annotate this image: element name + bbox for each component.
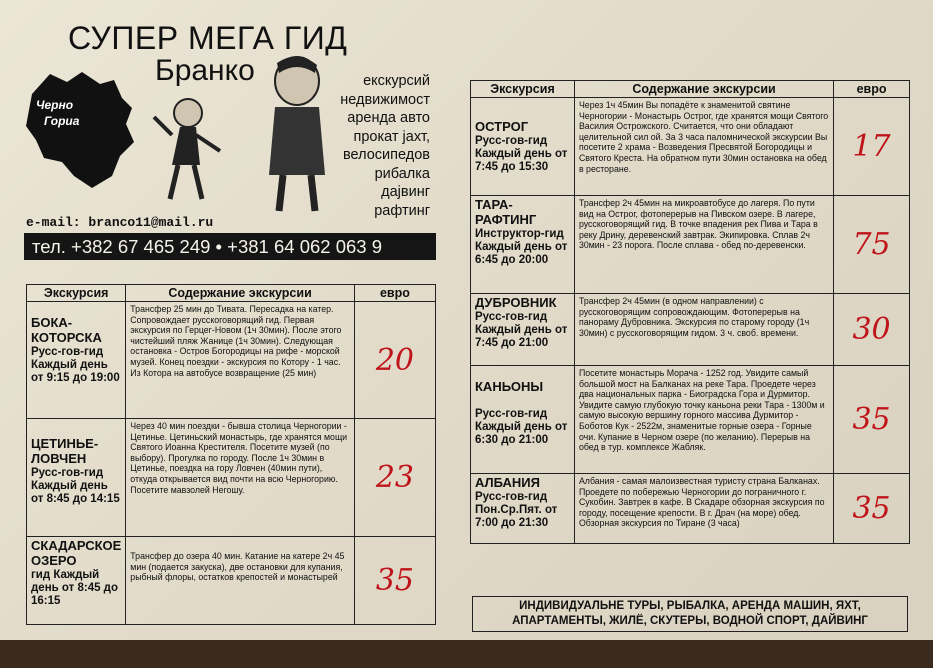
service-item: прокат јахт, <box>353 128 430 145</box>
column-header: Содержание экскурсии <box>574 81 833 98</box>
service-item: рафтинг <box>374 202 430 219</box>
phone-banner: тел. +382 67 465 249 • +381 64 062 063 9 <box>24 233 436 260</box>
tour-details: Русс-гов-гид Пон.Ср.Пят. от 7:00 до 21:30 <box>475 491 558 529</box>
map-label-line1: Черно <box>36 98 74 112</box>
tour-description: Посетите монастырь Морача - 1252 год. Увидите самый большой мост на Балканах на реке Тара. Проедете через два национальных парка - Биоградска Гора и Дурмитор. Увидите самую глубокую точку каньона реки Тара - 1300м и самую высокую вершину горного массива Дурмитор - Боботов Кук - 2522м, знаменитые горные озера - Горные очи. Купание в Черном озере (по желанию). Перерыв на обед в тур. комплексе Жабляк. <box>574 366 833 474</box>
table-row <box>471 196 910 294</box>
column-header: Содержание экскурсии <box>126 285 355 302</box>
company-subtitle: Бранко <box>155 54 255 87</box>
tour-name: СКАДАРСКОЕ ОЗЕРО <box>31 538 122 568</box>
background-edge <box>0 640 933 668</box>
table-row <box>471 474 910 544</box>
montenegro-map-icon <box>22 64 142 194</box>
tour-details: Русс-гов-гид Каждый день от 7:45 до 21:00 <box>475 311 568 349</box>
tour-name: ТАРА-РАФТИНГ <box>475 197 537 227</box>
service-item: недвижимост <box>340 91 430 108</box>
column-header: Экскурсия <box>471 81 575 98</box>
tour-name: КАНЬОНЫ <box>475 379 544 394</box>
tour-price: 35 <box>354 537 435 625</box>
table-row <box>471 98 910 196</box>
tour-price: 75 <box>834 196 910 294</box>
column-header: евро <box>834 81 910 98</box>
tour-description: Через 40 мин поездки - бывша столица Черногории - Цетинье. Цетиньский монастырь, где хранятся мощи Святого Иоанна Крестителя. Посетите музей (по выбору). Прогулка по городу. После 1ч 30мин в Цетинье, поездка на гору Ловчен (40мин пути), откуда открывается вид почти на всю Черногорию. Посетите мавзолей Негошу. <box>126 419 355 537</box>
left-tour-table <box>26 284 436 625</box>
tour-details: Русс-гов-гид Каждый день от 6:30 до 21:00 <box>475 408 568 446</box>
tour-price: 20 <box>354 302 435 419</box>
table-row <box>471 294 910 366</box>
extra-services-line: АПАРТАМЕНТЫ, ЖИЛЁ, СКУТЕРЫ, ВОДНОЙ СПОРТ, ДАЙВИНГ <box>512 615 868 627</box>
email: e-mail: branco11@mail.ru <box>26 215 214 230</box>
service-item: екскурсий <box>363 73 430 89</box>
right-tour-table <box>470 80 910 544</box>
tour-description: Трансфер 25 мин до Тивата. Пересадка на катер. Сопровождает русскоговорящий гид. Первая экскурсия по Герцег-Новом (1ч 30мин). После этого чистейший пляж Жанице (1ч 30мин). Следующая остановка - Остров Богородицы на рифе - морской музей. Конец поездки - экскурсия по Котору - 1 час. Из Котора на автобусе возвращение (25 мин) <box>126 302 355 419</box>
tour-description: Трансфер 2ч 45мин (в одном направлении) с русскоговорящим сопровождающим. Фотоперерыв на панораму Дубровника. Экскурсия по старому городу (1ч 30мин) с русскоговорящим гидом. 3 ч. своб. времени. <box>574 294 833 366</box>
service-item: дајвинг <box>381 184 430 200</box>
service-item: аренда авто <box>347 110 430 126</box>
table-row <box>27 537 436 625</box>
services-list <box>300 72 430 220</box>
service-item: рибалка <box>374 165 430 182</box>
map-label-line2: Гориа <box>44 114 80 128</box>
table-row <box>27 419 436 537</box>
extra-services-line: ИНДИВИДУАЛЬНЕ ТУРЫ, РЫБАЛКА, АРЕНДА МАШИН, ЯХТ, <box>519 600 861 612</box>
column-header: Экскурсия <box>27 285 126 302</box>
tour-name: БОКА-КОТОРСКА <box>31 315 102 345</box>
table-row <box>471 366 910 474</box>
tour-description: Трансфер до озера 40 мин. Катание на катере 2ч 45 мин (подается закуска), две остановки для купания, рыбный флоры, остатков крепостей и монастырей <box>126 537 355 625</box>
column-header: евро <box>354 285 435 302</box>
extra-services-box <box>472 596 908 632</box>
tour-price: 30 <box>834 294 910 366</box>
tour-details: Русс-гов-гид Каждый день от 8:45 до 14:15 <box>31 467 120 505</box>
company-title: СУПЕР МЕГА ГИД <box>68 20 348 56</box>
tour-price: 23 <box>354 419 435 537</box>
tour-description: Через 1ч 45мин Вы попадёте к знаменитой святине Черногории - Монастырь Острог, где хранятся мощи Святого Василия Острожского. Считается, что они обладают целительной сил ой. За 3 часа паломнической экскурсии Вы посетите 2 храма - Возведения Пресвятой Богородицы и Святого Креста. На обратном пути 30мин остановка на обед в ресторане. <box>574 98 833 196</box>
tour-description: Трансфер 2ч 45мин на микроавтобусе до лагеря. По пути вид на Острог, фотоперерыв на Пивском озере. В лагере, русскоговорящий гид. В точке впадения рек Пива и Тара в реку Дрину, деревенский завтрак. Экипировка. Сплав 2ч 30мин - 23 порога. После сплава - обед по-деревенски. <box>574 196 833 294</box>
tour-name: ОСТРОГ <box>475 119 529 134</box>
tour-details: Русс-гов-гид Каждый день от 9:15 до 19:00 <box>31 346 120 384</box>
tour-details: Инструктор-гид Каждый день от 6:45 до 20:00 <box>475 228 568 266</box>
tour-price: 35 <box>834 474 910 544</box>
table-row <box>27 302 436 419</box>
tour-name: АЛБАНИЯ <box>475 475 540 490</box>
tour-details: гид Каждый день от 8:45 до 16:15 <box>31 569 119 607</box>
tour-name: ДУБРОВНИК <box>475 295 557 310</box>
tour-name: ЦЕТИНЬЕ-ЛОВЧЕН <box>31 436 99 466</box>
cartoon-man-icon <box>150 95 230 205</box>
tour-description: Албания - самая малоизвестная туристу страна Балканах. Проедете по побережью Черногории до пограничного г. Сукобин. Завтрек в кафе. В Скадаре обзорная экскурсия по городу, посещение крепости. В г. Драч (на море) обед. Обзорная экскурсия по Тиране (3 часа) <box>574 474 833 544</box>
tour-price: 35 <box>834 366 910 474</box>
tour-details: Русс-гов-гид Каждый день от 7:45 до 15:30 <box>475 135 568 173</box>
service-item: велосипедов <box>343 147 430 163</box>
tour-price: 17 <box>834 98 910 196</box>
